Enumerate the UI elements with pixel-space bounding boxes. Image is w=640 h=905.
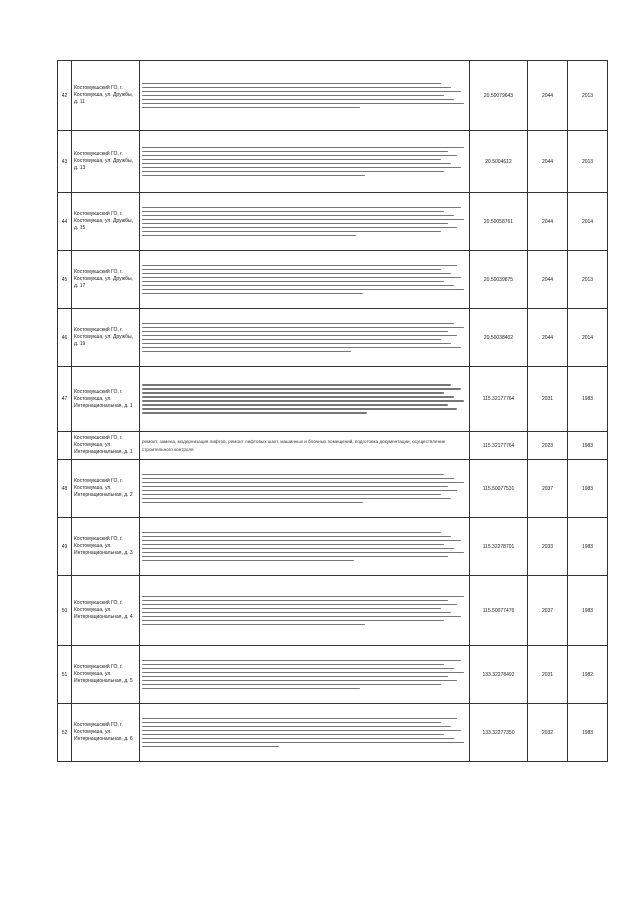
works-text-line (142, 347, 461, 349)
works-text-line (142, 351, 351, 353)
works-text-line (142, 556, 448, 558)
works-text-line (142, 147, 464, 149)
row-address: Костомукшский ГО, г. Костомукша, ул. Интернациональная, д. 5 (72, 646, 140, 704)
row-address: Костомукшский ГО, г. Костомукша, ул. Дружбы, д. 15 (72, 193, 140, 251)
row-number: 49 (58, 518, 72, 576)
works-text-line (142, 676, 448, 678)
works-text-line (142, 83, 441, 85)
row-works-list (140, 251, 470, 309)
works-text-line (142, 596, 464, 598)
works-text-line (142, 99, 454, 101)
row-address: Костомукшский ГО, г. Костомукша, ул. Дружбы, д. 19 (72, 309, 140, 367)
works-text-line (142, 660, 461, 662)
table-row (58, 309, 608, 367)
table-row (58, 61, 608, 131)
row-number: 46 (58, 309, 72, 367)
row-number: 52 (58, 704, 72, 762)
works-text-line (142, 87, 451, 89)
works-text-line (142, 269, 441, 271)
works-text-line (142, 293, 363, 295)
row-works-list (140, 646, 470, 704)
works-text-line (142, 742, 464, 744)
table-row (58, 193, 608, 251)
row-works-list (140, 309, 470, 367)
works-text-line (142, 91, 461, 93)
row-address: Костомукшский ГО, г. Костомукша, ул. Дружбы, д. 13 (72, 131, 140, 193)
table-row (58, 518, 608, 576)
works-text-line (142, 746, 279, 748)
works-text-line (142, 688, 360, 690)
row-year-planned: 2037 (528, 460, 568, 518)
works-text-line (142, 163, 451, 165)
row-year-built: 1983 (568, 576, 608, 646)
row-cadastral-number: 115.32278701 (470, 518, 528, 576)
works-text-line (142, 273, 451, 275)
row-year-built: 1983 (568, 518, 608, 576)
works-text-line (142, 540, 461, 542)
row-year-planned: 2031 (528, 367, 568, 432)
row-year-planned: 2044 (528, 61, 568, 131)
works-text-line (142, 171, 444, 173)
works-text-line (142, 285, 454, 287)
works-text-line (142, 722, 441, 724)
row-year-planned: 2044 (528, 251, 568, 309)
register-table (57, 60, 608, 762)
row-number (58, 432, 72, 460)
register-table-body (58, 61, 608, 762)
row-year-planned: 2044 (528, 193, 568, 251)
works-text-line (142, 392, 444, 394)
table-row (58, 576, 608, 646)
row-year-planned: 2044 (528, 309, 568, 367)
row-cadastral-number: 20.50058761 (470, 193, 528, 251)
works-text-line (142, 408, 457, 410)
works-text-line (142, 718, 457, 720)
works-text-line (142, 548, 454, 550)
works-text-line (142, 608, 441, 610)
row-address: Костомукшский ГО, г. Костомукша, ул. Дружбы, д. 17 (72, 251, 140, 309)
works-text-line (142, 289, 464, 291)
works-text-line (142, 502, 363, 504)
works-text-line (142, 532, 441, 534)
row-year-planned: 2031 (528, 646, 568, 704)
row-cadastral-number: 133.32277350 (470, 704, 528, 762)
works-text-line (142, 544, 444, 546)
works-text-line (142, 335, 457, 337)
works-text-line (142, 265, 457, 267)
row-year-built: 2014 (568, 309, 608, 367)
row-works-list (140, 704, 470, 762)
row-works-list (140, 131, 470, 193)
row-number: 48 (58, 460, 72, 518)
works-text-line (142, 384, 451, 386)
works-text-line (142, 552, 464, 554)
row-works-list (140, 61, 470, 131)
row-works-list (140, 193, 470, 251)
works-text-line (142, 167, 461, 169)
row-cadastral-number: 115.50077531 (470, 460, 528, 518)
works-text-line (142, 95, 444, 97)
works-text-line (142, 339, 441, 341)
row-works-text: ремонт, замена, модернизация лифтов, ремонт лифтовых шахт, машинных и блочных помещений, подготовка документации, осуществление строительного контроля (142, 439, 446, 452)
works-text-line (142, 672, 464, 674)
works-text-line (142, 404, 448, 406)
row-year-planned: 2023 (528, 432, 568, 460)
works-text-line (142, 668, 454, 670)
table-row (58, 131, 608, 193)
works-text-line (142, 175, 365, 177)
row-year-built: 2013 (568, 131, 608, 193)
works-text-line (142, 478, 454, 480)
works-text-line (142, 600, 448, 602)
works-text-line (142, 215, 454, 217)
works-text-line (142, 323, 454, 325)
row-number: 47 (58, 367, 72, 432)
works-text-line (142, 664, 444, 666)
row-cadastral-number: 20.50079643 (470, 61, 528, 131)
works-text-line (142, 560, 354, 562)
row-number: 42 (58, 61, 72, 131)
works-text-line (142, 684, 441, 686)
row-works-list (140, 576, 470, 646)
works-text-line (142, 738, 454, 740)
works-text-line (142, 103, 464, 105)
row-address: Костомукшский ГО, г. Костомукша, ул. Интернациональная, д. 2 (72, 460, 140, 518)
row-address: Костомукшский ГО, г. Костомукша, ул. Интернациональная, д. 6 (72, 704, 140, 762)
row-cadastral-number: 115.32177764 (470, 432, 528, 460)
works-text-line (142, 730, 461, 732)
row-year-built: 1982 (568, 646, 608, 704)
works-text-line (142, 498, 451, 500)
table-row (58, 460, 608, 518)
row-number: 43 (58, 131, 72, 193)
works-text-line (142, 235, 356, 237)
works-text-line (142, 281, 444, 283)
table-row (58, 704, 608, 762)
row-year-planned: 2044 (528, 131, 568, 193)
row-year-built: 1983 (568, 367, 608, 432)
works-text-line (142, 327, 464, 329)
row-works-list (140, 518, 470, 576)
row-address: Костомукшский ГО, г. Костомукша, ул. Интернациональная, д. 1 (72, 367, 140, 432)
table-row (58, 367, 608, 432)
row-number: 44 (58, 193, 72, 251)
table-row (58, 251, 608, 309)
works-text-line (142, 151, 448, 153)
works-text-line (142, 482, 464, 484)
row-number: 50 (58, 576, 72, 646)
row-works-list (140, 460, 470, 518)
row-address: Костомукшский ГО, г. Костомукша, ул. Интернациональная, д. 4 (72, 576, 140, 646)
works-text-line (142, 396, 454, 398)
row-cadastral-number: 20.50039875 (470, 251, 528, 309)
works-text-line (142, 490, 457, 492)
row-cadastral-number: 20.5004612 (470, 131, 528, 193)
row-cadastral-number: 20.50038402 (470, 309, 528, 367)
row-year-built: 2014 (568, 193, 608, 251)
works-text-line (142, 277, 461, 279)
works-text-line (142, 734, 444, 736)
works-text-line (142, 680, 457, 682)
works-text-line (142, 107, 360, 109)
works-text-line (142, 612, 451, 614)
row-address: Костомукшский ГО, г. Костомукша, ул. Интернациональная, д. 1 (72, 432, 140, 460)
works-text-line (142, 207, 461, 209)
row-number: 51 (58, 646, 72, 704)
row-year-built: 2013 (568, 251, 608, 309)
works-text-line (142, 412, 367, 414)
works-text-line (142, 620, 444, 622)
works-text-line (142, 388, 461, 390)
works-text-line (142, 343, 451, 345)
works-text-line (142, 486, 448, 488)
table-row (58, 432, 608, 460)
works-text-line (142, 624, 365, 626)
row-cadastral-number: 133.32278492 (470, 646, 528, 704)
works-text-line (142, 616, 461, 618)
works-text-line (142, 331, 448, 333)
row-number: 45 (58, 251, 72, 309)
works-text-line (142, 726, 451, 728)
works-text-line (142, 159, 441, 161)
row-cadastral-number: 115.50077476 (470, 576, 528, 646)
table-row (58, 646, 608, 704)
row-address: Костомукшский ГО, г. Костомукша, ул. Дружбы, д. 11 (72, 61, 140, 131)
works-text-line (142, 219, 464, 221)
works-text-line (142, 400, 464, 402)
works-text-line (142, 474, 444, 476)
works-text-line (142, 536, 451, 538)
works-text-line (142, 223, 448, 225)
works-text-line (142, 227, 457, 229)
row-year-built: 1983 (568, 704, 608, 762)
works-text-line (142, 211, 444, 213)
works-text-line (142, 494, 441, 496)
row-year-planned: 2032 (528, 704, 568, 762)
row-year-planned: 2037 (528, 576, 568, 646)
works-text-line (142, 604, 457, 606)
row-works-list (140, 432, 470, 460)
row-address: Костомукшский ГО, г. Костомукша, ул. Интернациональная, д. 3 (72, 518, 140, 576)
row-year-built: 1983 (568, 432, 608, 460)
row-year-built: 1983 (568, 460, 608, 518)
row-year-planned: 2033 (528, 518, 568, 576)
row-year-built: 2013 (568, 61, 608, 131)
works-text-line (142, 231, 441, 233)
row-works-list (140, 367, 470, 432)
row-cadastral-number: 115.32177764 (470, 367, 528, 432)
works-text-line (142, 155, 457, 157)
